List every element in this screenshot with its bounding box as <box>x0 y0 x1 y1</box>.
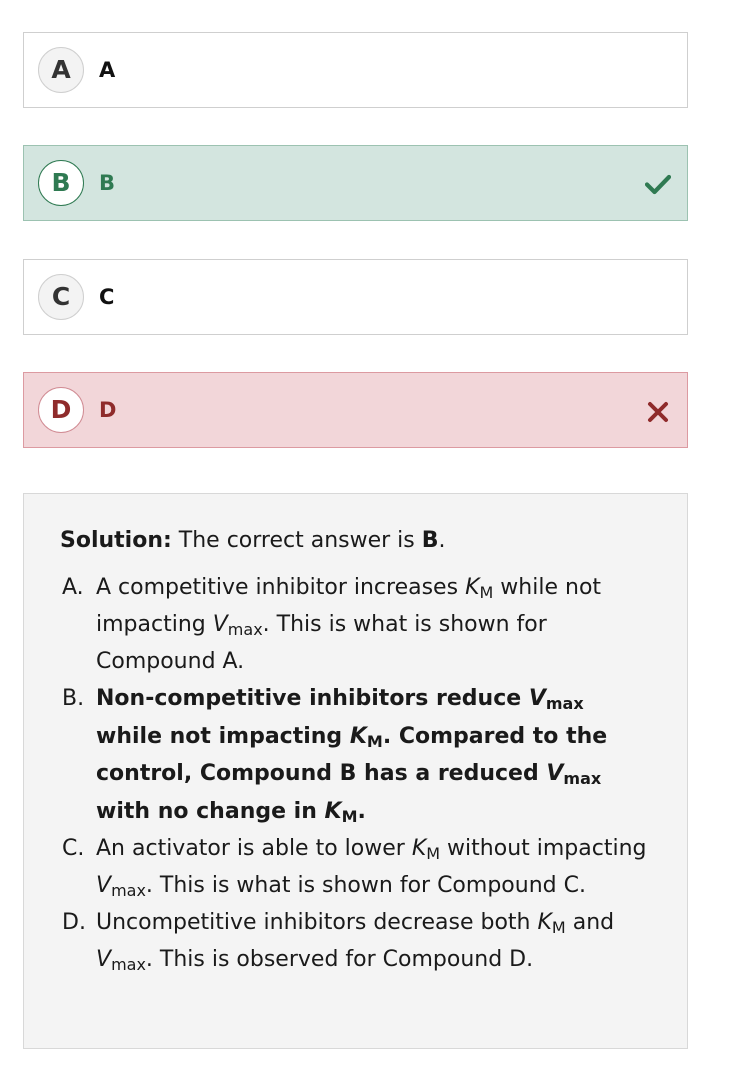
explanation-text: An activator is able to lower <box>96 836 412 861</box>
subscript: M <box>551 918 566 937</box>
explanation-text: Non-competitive inhibitors reduce <box>96 686 529 711</box>
explanation-text: with no change in <box>96 798 325 824</box>
subscript: max <box>111 881 146 900</box>
option-label: D <box>99 398 117 422</box>
km-symbol: K <box>349 723 367 749</box>
explanation-text: while not impacting <box>96 723 350 749</box>
solution-label: Solution: <box>60 528 172 553</box>
explanation-item-d <box>60 904 657 978</box>
subscript: M <box>366 731 383 751</box>
explanation-item-b <box>60 680 657 830</box>
subscript: max <box>563 769 602 788</box>
option-letter-badge: D <box>38 387 84 433</box>
subscript: M <box>341 806 358 826</box>
subscript: max <box>227 620 263 639</box>
explanation-text: without impacting <box>440 836 647 861</box>
correct-answer-letter: B <box>421 528 439 553</box>
km-symbol: K <box>537 910 552 935</box>
explanation-text: while not impacting <box>96 575 602 637</box>
km-symbol: K <box>411 836 427 861</box>
option-label: A <box>99 58 116 82</box>
explanation-marker: A. <box>62 575 84 600</box>
subscript: max <box>111 955 146 974</box>
km-symbol: K <box>324 798 342 824</box>
explanation-text: A competitive inhibitor increases <box>96 575 466 600</box>
subscript: M <box>426 844 441 863</box>
explanation-text: and <box>565 910 615 935</box>
x-mark-icon <box>645 399 671 425</box>
explanation-list <box>60 569 657 978</box>
explanation-item-a <box>60 569 657 680</box>
explanation-marker: C. <box>62 836 85 861</box>
solution-panel <box>23 493 688 1049</box>
vmax-symbol: V <box>212 612 228 637</box>
explanation-text: . This is observed for Compound D. <box>145 947 534 972</box>
vmax-symbol: V <box>96 873 112 898</box>
solution-heading <box>60 522 657 559</box>
explanation-marker: D. <box>62 910 86 935</box>
solution-heading-end: . <box>438 528 446 553</box>
option-label: B <box>99 171 116 195</box>
solution-heading-text: The correct answer is <box>171 528 422 553</box>
answer-option-a[interactable] <box>23 32 688 108</box>
vmax-symbol: V <box>528 686 546 711</box>
option-label: C <box>99 285 115 309</box>
option-letter-badge: B <box>38 160 84 206</box>
option-letter-badge: C <box>38 274 84 320</box>
answer-option-b[interactable] <box>23 145 688 221</box>
explanation-marker: B. <box>62 686 85 711</box>
checkmark-icon <box>645 171 671 197</box>
subscript: max <box>545 694 584 713</box>
answer-option-d[interactable] <box>23 372 688 448</box>
vmax-symbol: V <box>546 761 564 786</box>
vmax-symbol: V <box>96 947 112 972</box>
answer-option-c[interactable] <box>23 259 688 335</box>
explanation-text: . Compared to the control, Compound B has a reduced <box>96 723 608 786</box>
explanation-text: . This is what is shown for Compound A. <box>96 612 547 674</box>
explanation-item-c <box>60 830 657 904</box>
subscript: M <box>479 583 494 602</box>
explanation-text: . <box>357 798 366 824</box>
km-symbol: K <box>465 575 480 600</box>
explanation-text: . This is what is shown for Compound C. <box>145 873 586 898</box>
option-letter-badge: A <box>38 47 84 93</box>
explanation-text: Uncompetitive inhibitors decrease both <box>96 910 538 935</box>
